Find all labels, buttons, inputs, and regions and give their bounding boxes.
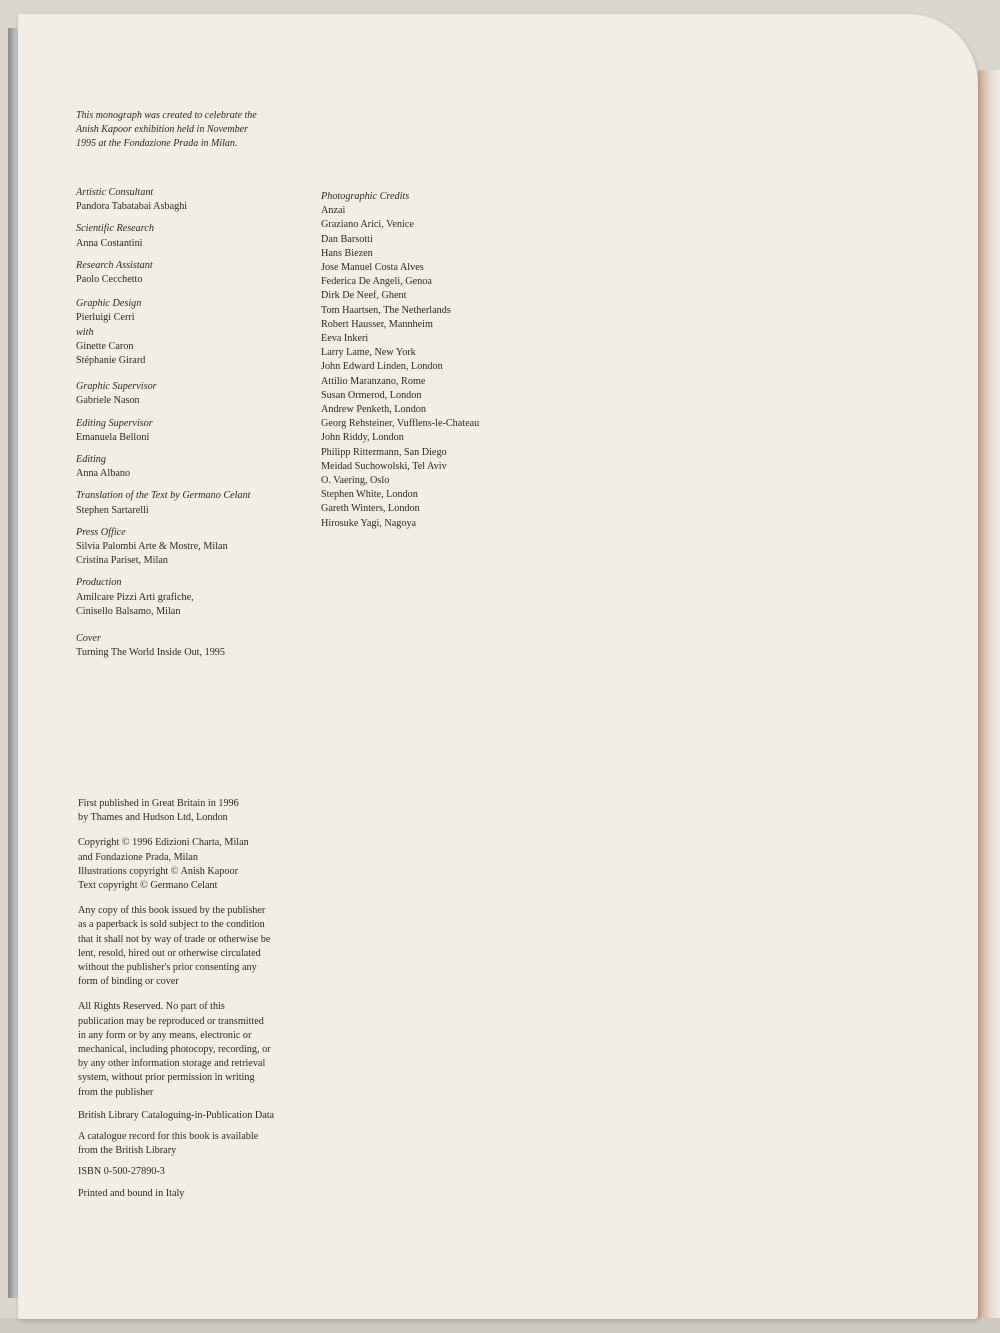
legal-paragraph <box>78 1165 274 1179</box>
photo-credits <box>321 190 479 531</box>
photo-credit-name: Dan Barsotti <box>321 233 373 245</box>
legal-paragraph <box>78 1000 274 1099</box>
legal-paragraph <box>78 1187 274 1201</box>
photo-credit-name: Graziano Arici, Venice <box>321 219 414 231</box>
legal-line: Copyright © 1996 Edizioni Charta, Milan <box>78 837 249 849</box>
credit-group <box>76 259 251 287</box>
photo-credit-name: Susan Ormerod, London <box>321 389 422 401</box>
photo-credit-name: Meidad Suchowolski, Tel Aviv <box>321 460 447 472</box>
legal-line: by any other information storage and retrieval <box>78 1058 266 1070</box>
legal-line: All Rights Reserved. No part of this <box>78 1001 225 1013</box>
legal-paragraph <box>78 1130 274 1158</box>
legal-line: Printed and bound in Italy <box>78 1187 185 1199</box>
credit-name: Pandora Tabatabai Asbaghi <box>76 201 188 213</box>
credit-role: Artistic Consultant <box>76 187 154 198</box>
credit-group <box>76 380 251 408</box>
legal-line: by Thames and Hudson Ltd, London <box>78 812 228 824</box>
credit-name: Paolo Cecchetto <box>76 274 143 286</box>
photo-credit-name: John Riddy, London <box>321 432 404 444</box>
legal-line: in any form or by any means, electronic or <box>78 1029 252 1041</box>
credit-role: Translation of the Text by Germano Celant <box>76 490 251 502</box>
credit-role: Scientific Research <box>76 223 154 235</box>
credit-group <box>76 417 251 445</box>
photo-credit-name: Anzai <box>321 205 346 217</box>
legal-line: Text copyright © Germano Celant <box>78 880 218 892</box>
credit-group <box>76 222 251 250</box>
legal-line: that it shall not by way of trade or otherwise be <box>78 933 271 945</box>
credit-name: Cinisello Balsamo, Milan <box>76 605 181 617</box>
legal-paragraph <box>78 797 274 825</box>
photo-credit-name: John Edward Linden, London <box>321 361 443 373</box>
credit-role: Press Office <box>76 526 126 538</box>
legal-line: as a paperback is sold subject to the condition <box>78 919 265 931</box>
credit-name: Stéphanie Girard <box>76 355 146 367</box>
legal-line: Any copy of this book issued by the publisher <box>78 905 266 917</box>
credit-group <box>76 489 251 517</box>
credit-role: Graphic Supervisor <box>76 381 157 393</box>
copyright-block <box>78 797 274 1212</box>
legal-line: from the British Library <box>78 1145 177 1157</box>
photo-credit-name: Larry Lame, New York <box>321 347 416 359</box>
legal-line: system, without prior permission in writing <box>78 1072 255 1084</box>
legal-line: mechanical, including photocopy, recording, or <box>78 1044 271 1056</box>
credit-group <box>76 576 251 619</box>
credit-group <box>76 297 251 368</box>
legal-line: lent, resold, hired out or otherwise circulated <box>78 947 261 959</box>
photo-credit-name: Eeva Inkeri <box>321 333 369 345</box>
intro-line: Anish Kapoor exhibition held in November <box>76 124 248 135</box>
credit-group <box>76 453 251 481</box>
credit-role: Editing Supervisor <box>76 417 153 429</box>
credit-name: Cristina Pariset, Milan <box>76 555 168 567</box>
credit-name: Amilcare Pizzi Arti grafiche, <box>76 591 194 603</box>
credit-group <box>76 632 251 660</box>
intro-line: This monograph was created to celebrate the <box>76 110 257 121</box>
credit-name: Stephen Sartarelli <box>76 504 149 516</box>
intro-line: 1995 at the Fondazione Prada in Milan. <box>76 138 238 149</box>
table-surface <box>0 1318 1000 1333</box>
photo-credit-name: Dirk De Neef, Ghent <box>321 290 407 302</box>
photo-credits-title: Photographic Credits <box>321 191 410 202</box>
legal-line: First published in Great Britain in 1996 <box>78 798 239 809</box>
legal-line: form of binding or cover <box>78 976 179 988</box>
legal-line: A catalogue record for this book is available <box>78 1131 259 1143</box>
credit-name: Pierluigi Cerri <box>76 312 135 324</box>
photo-credit-name: Stephen White, London <box>321 489 418 501</box>
credit-role: Research Assistant <box>76 259 153 271</box>
legal-line: without the publisher's prior consenting any <box>78 962 257 974</box>
legal-line: publication may be reproduced or transmitted <box>78 1015 264 1027</box>
legal-paragraph <box>78 836 274 893</box>
photo-credit-name: O. Vaering, Oslo <box>321 475 390 487</box>
credit-name: Anna Albano <box>76 468 131 480</box>
photo-credit-name: Philipp Rittermann, San Diego <box>321 446 447 458</box>
photo-credit-name: Tom Haartsen, The Netherlands <box>321 304 451 316</box>
legal-line: British Library Cataloguing-in-Publication Data <box>78 1109 275 1121</box>
credit-name: Silvia Palombi Arte & Mostre, Milan <box>76 541 228 553</box>
legal-line: Illustrations copyright © Anish Kapoor <box>78 865 238 877</box>
credit-role: Production <box>76 577 122 589</box>
isbn: ISBN 0-500-27890-3 <box>78 1166 165 1178</box>
legal-line: and Fondazione Prada, Milan <box>78 851 198 863</box>
photo-credit-name: Robert Hausser, Mannheim <box>321 318 433 330</box>
credit-role: Graphic Design <box>76 298 142 310</box>
photo-credit-name: Andrew Penketh, London <box>321 404 426 416</box>
photo-credit-name: Jose Manuel Costa Alves <box>321 262 424 274</box>
credit-name: Emanuela Belloni <box>76 431 150 443</box>
photo-credit-name: Federica De Angeli, Genoa <box>321 276 432 288</box>
photo-credit-name: Hans Biezen <box>321 247 373 259</box>
credit-name: Ginette Caron <box>76 340 134 352</box>
credit-role: Cover <box>76 633 101 645</box>
credit-name: Anna Costantini <box>76 237 143 249</box>
credit-name: Gabriele Nason <box>76 395 140 407</box>
legal-paragraph <box>78 904 274 989</box>
photo-credit-name: Hirosuke Yagi, Nagoya <box>321 517 417 529</box>
photo-credit-name: Gareth Winters, London <box>321 503 420 515</box>
legal-line: from the publisher <box>78 1086 154 1098</box>
legal-paragraph <box>78 1109 274 1123</box>
credit-group <box>76 186 251 214</box>
credit-group <box>76 526 251 569</box>
intro-note <box>76 109 257 151</box>
photo-credit-name: Attilio Maranzano, Rome <box>321 375 426 387</box>
credits-list <box>76 186 251 668</box>
credit-name: Turning The World Inside Out, 1995 <box>76 647 225 659</box>
credit-role: Editing <box>76 454 106 466</box>
credit-with-label: with <box>76 326 94 338</box>
facing-page-edge <box>978 70 1000 1333</box>
photo-credit-name: Georg Rehsteiner, Vufflens-le-Chateau <box>321 418 480 430</box>
